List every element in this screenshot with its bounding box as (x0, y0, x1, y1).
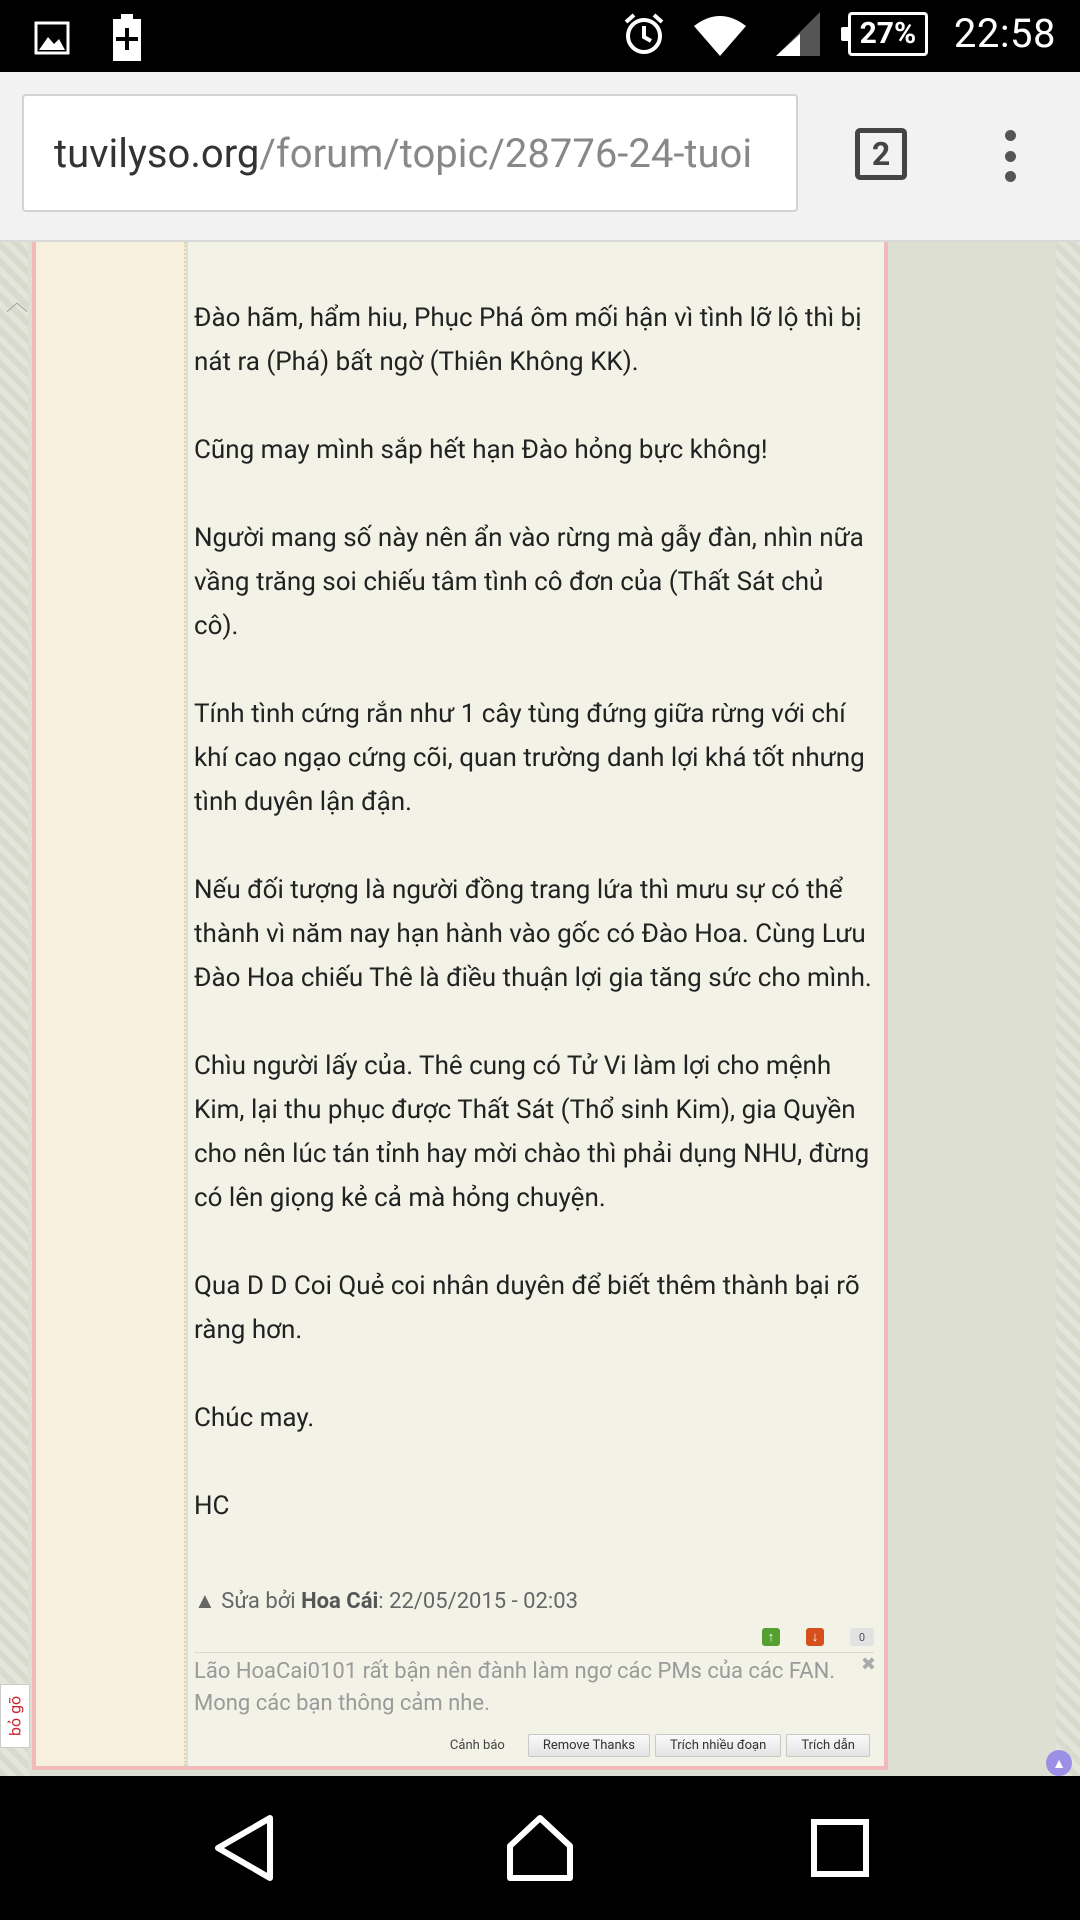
vote-up-icon[interactable]: ↑ (762, 1628, 780, 1646)
gallery-notification-icon (34, 21, 70, 55)
tab-switcher-button[interactable]: 2 (855, 128, 907, 180)
menu-dot-icon (1005, 171, 1016, 182)
menu-dot-icon (1005, 130, 1016, 141)
battery-indicator: 27% (848, 12, 928, 56)
close-signature-icon[interactable]: ✖ (860, 1654, 876, 1675)
url-bar[interactable] (22, 94, 798, 212)
vote-controls (762, 1628, 874, 1646)
post-paragraph: Cũng may mình sắp hết hạn Đào hỏng bực không! (194, 435, 768, 465)
collapse-chevron-icon[interactable]: ︿ (6, 291, 29, 316)
vote-down-icon[interactable]: ↓ (806, 1628, 824, 1646)
page-background-right (1056, 242, 1080, 1776)
browser-toolbar (0, 72, 1080, 242)
signature-divider (194, 1652, 874, 1653)
edited-prefix: Sửa bởi (221, 1589, 296, 1614)
page-background-left (0, 242, 28, 1776)
cell-signal-icon (774, 12, 822, 56)
menu-dot-icon (1005, 151, 1016, 162)
post-body (194, 242, 874, 1572)
post-paragraph: Nếu đối tượng là người đồng trang lứa thì mưu sự có thể thành vì năm nay hạn hành vào gốc có Đào Hoa. Cùng Lưu Đào Hoa chiếu Thê là điều thuận lợi gia tăng sức cho mình. (194, 875, 872, 993)
side-tab-bo-go[interactable]: bỏ gõ (0, 1684, 30, 1748)
edited-by-link[interactable]: Hoa Cái (301, 1589, 379, 1614)
wifi-icon (692, 12, 748, 56)
remove-thanks-button[interactable]: Remove Thanks (528, 1734, 650, 1757)
post-content (188, 242, 884, 1766)
post-paragraph: Đào hãm, hẩm hiu, Phục Phá ôm mối hận vì tình lỡ lộ thì bị nát ra (Phá) bất ngờ (Thiên Không KK). (194, 303, 862, 377)
web-page[interactable] (0, 242, 1080, 1776)
author-column (36, 242, 186, 1766)
alarm-icon (622, 12, 666, 56)
post-actions (450, 1734, 870, 1757)
battery-charging-notification-icon (112, 14, 142, 62)
url-path: /forum/topic/28776-24-tuoi (259, 129, 753, 177)
warning-icon: ▲ (194, 1589, 216, 1614)
report-link[interactable]: Cảnh báo (449, 1738, 505, 1753)
signature: Lão HoaCai0101 rất bận nên đành làm ngơ các PMs của các FAN. Mong các bạn thông cảm nhe. (194, 1659, 836, 1716)
url-host: tuvilyso.org (54, 129, 260, 177)
post-paragraph: Tính tình cứng rắn như 1 cây tùng đứng giữa rừng với chí khí cao ngạo cứng cõi, quan trường danh lợi khá tốt nhưng tình duyên lận đận. (194, 699, 865, 817)
home-icon[interactable] (504, 1812, 576, 1884)
status-bar (0, 0, 1080, 72)
overflow-menu-button[interactable] (1000, 130, 1020, 182)
multi-quote-button[interactable]: Trích nhiều đoạn (655, 1734, 781, 1757)
quote-button[interactable]: Trích dẫn (786, 1734, 870, 1757)
post-paragraph: Qua D D Coi Quẻ coi nhân duyên để biết thêm thành bại rõ ràng hơn. (194, 1271, 860, 1345)
post-paragraph: Chúc may. (194, 1403, 315, 1433)
scroll-to-top-icon[interactable]: ▲ (1046, 1750, 1072, 1776)
recents-icon[interactable] (804, 1812, 876, 1884)
post-paragraph: Người mang số này nên ẩn vào rừng mà gẫy đàn, nhìn nữa vầng trăng soi chiếu tâm tình cô đơn của (Thất Sát chủ cô). (194, 523, 864, 641)
edited-date: : 22/05/2015 - 02:03 (378, 1589, 578, 1614)
post-paragraph: HC (194, 1491, 230, 1521)
navigation-bar (0, 1776, 1080, 1920)
post-paragraph: Chìu người lấy của. Thê cung có Tử Vi làm lợi cho mệnh Kim, lại thu phục được Thất Sát (Thổ sinh Kim), gia Quyền cho nên lúc tán tỉnh hay mời chào thì phải dụng NHU, đừng có lên giọng kẻ cả mà hỏng chuyện. (194, 1051, 870, 1213)
back-icon[interactable] (208, 1812, 280, 1884)
edited-note (194, 1588, 578, 1614)
vote-count: 0 (850, 1628, 874, 1646)
clock: 22:58 (953, 10, 1056, 57)
